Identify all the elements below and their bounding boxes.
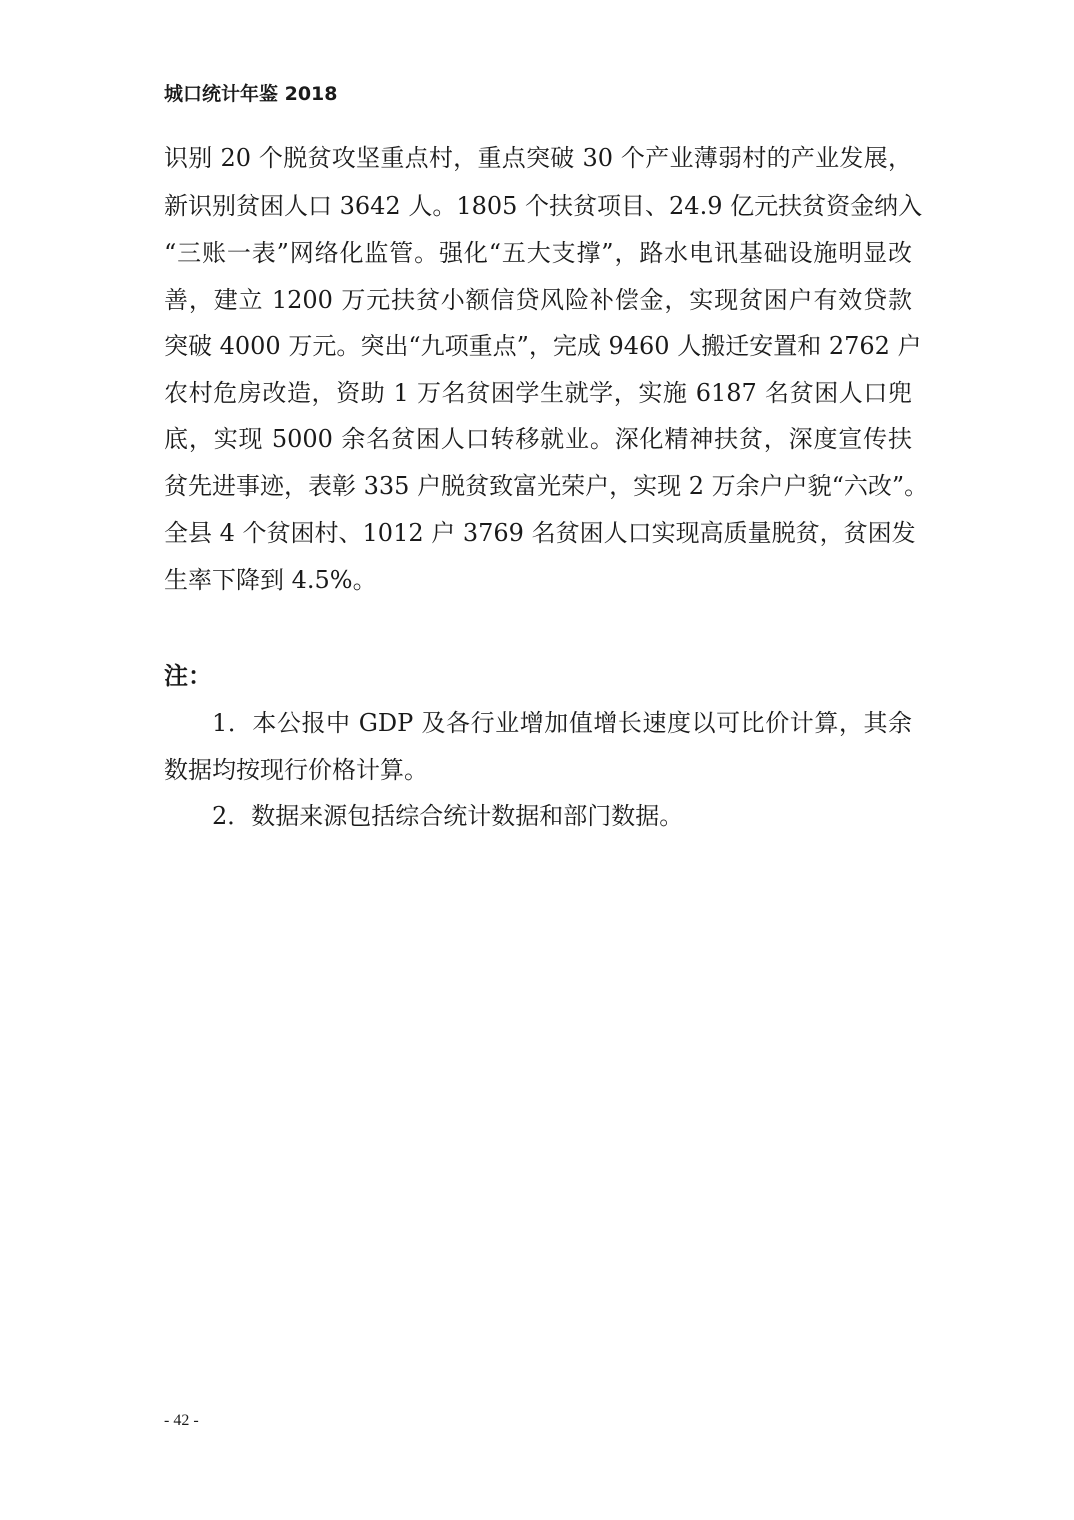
paragraph-line: 新识别贫困人口 3642 人。1805 个扶贫项目、24.9 亿元扶贫资金纳入 bbox=[164, 192, 923, 220]
paragraph-line: 全县 4 个贫困村、1012 户 3769 名贫困人口实现高质量脱贫，贫困发 bbox=[164, 519, 916, 547]
paragraph-line: 底，实现 5000 余名贫困人口转移就业。深化精神扶贫，深度宣传扶 bbox=[164, 425, 912, 453]
note-item-1-continued: 数据均按现行价格计算。 bbox=[164, 756, 428, 784]
paragraph-line: 农村危房改造，资助 1 万名贫困学生就学，实施 6187 名贫困人口兜 bbox=[164, 379, 912, 407]
paragraph-line: 突破 4000 万元。突出“九项重点”，完成 9460 人搬迁安置和 2762 户 bbox=[164, 332, 922, 360]
paragraph-line: 识别 20 个脱贫攻坚重点村，重点突破 30 个产业薄弱村的产业发展， bbox=[164, 144, 912, 172]
note-item-2: 2．数据来源包括综合统计数据和部门数据。 bbox=[212, 802, 684, 830]
paragraph-line: 善，建立 1200 万元扶贫小额信贷风险补偿金，实现贫困户有效贷款 bbox=[164, 286, 912, 314]
paragraph-line: 贫先进事迹，表彰 335 户脱贫致富光荣户，实现 2 万余户户貌“六改”。 bbox=[164, 472, 929, 500]
paragraph-line: “三账一表”网络化监管。强化“五大支撑”，路水电讯基础设施明显改 bbox=[164, 239, 912, 267]
page-header-title: 城口统计年鉴 2018 bbox=[164, 83, 338, 105]
notes-heading: 注： bbox=[164, 661, 212, 690]
page-number: - 42 - bbox=[164, 1412, 199, 1429]
note-item-1: 1．本公报中 GDP 及各行业增加值增长速度以可比价计算，其余 bbox=[212, 709, 912, 737]
paragraph-line: 生率下降到 4.5%。 bbox=[164, 566, 377, 594]
